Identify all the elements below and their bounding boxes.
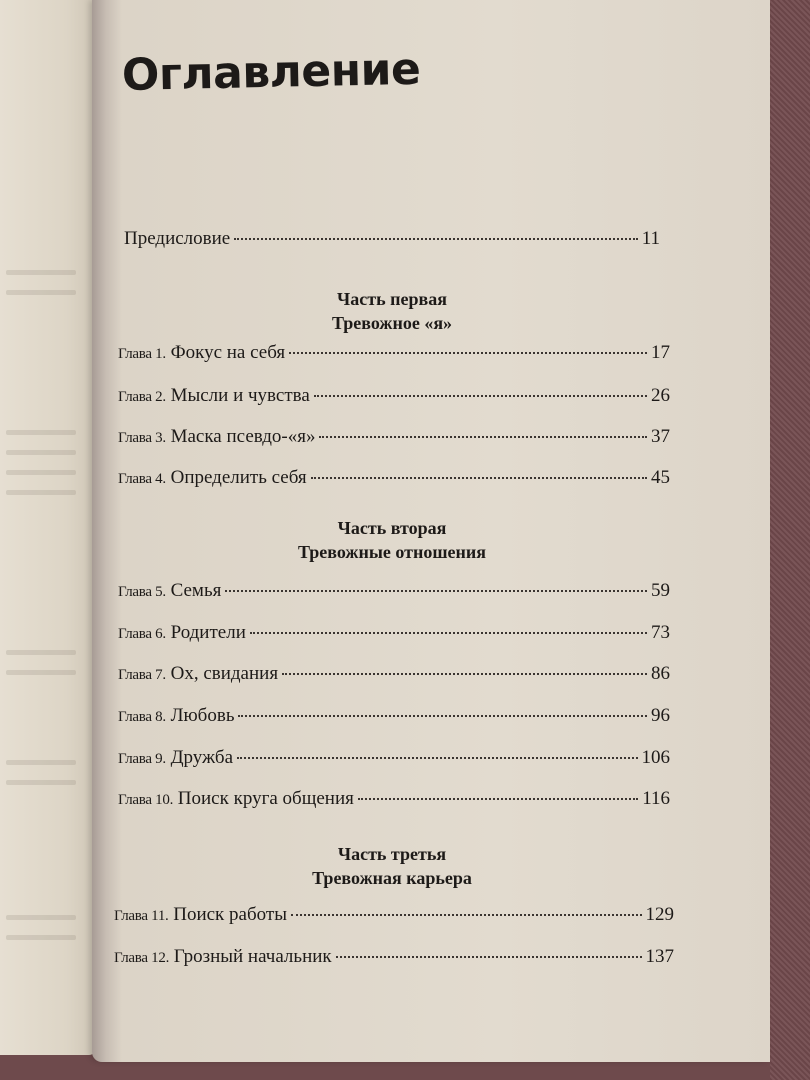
entry-label: Предисловие <box>124 228 231 249</box>
dot-leader <box>238 715 647 717</box>
toc-entry-chapter <box>118 663 670 685</box>
toc-entry-chapter <box>118 426 670 448</box>
chapter-prefix: Глава 4. <box>118 471 166 487</box>
chapter-prefix: Глава 1. <box>118 346 166 362</box>
bleed-through-text <box>6 490 76 495</box>
toc-entry-chapter <box>118 788 670 810</box>
dot-leader <box>289 352 647 354</box>
chapter-title: Фокус на себя <box>170 342 286 363</box>
toc-entry-chapter <box>118 467 670 489</box>
chapter-title: Любовь <box>170 705 235 726</box>
page-number: 106 <box>641 747 670 768</box>
chapter-prefix: Глава 9. <box>118 751 166 767</box>
bleed-through-text <box>6 430 76 435</box>
page-number: 17 <box>651 342 670 363</box>
chapter-prefix: Глава 2. <box>118 389 166 405</box>
page-number: 45 <box>651 467 670 488</box>
chapter-title: Маска псевдо-«я» <box>170 426 316 447</box>
dot-leader <box>358 798 638 800</box>
bleed-through-text <box>6 650 76 655</box>
page-number: 96 <box>651 705 670 726</box>
chapter-title: Мысли и чувства <box>170 385 310 406</box>
chapter-prefix: Глава 3. <box>118 430 166 446</box>
part-subtitle: Тревожное «я» <box>331 313 453 333</box>
toc-entry-chapter <box>118 385 670 407</box>
page-number: 11 <box>641 228 660 249</box>
part-subtitle: Тревожная карьера <box>312 868 472 888</box>
part-heading <box>92 842 770 890</box>
part-number: Часть первая <box>337 289 447 309</box>
toc-entry-chapter <box>114 946 674 968</box>
chapter-title: Дружба <box>170 747 234 768</box>
chapter-title: Семья <box>170 580 222 601</box>
table-of-contents <box>92 0 770 1062</box>
part-subtitle: Тревожные отношения <box>297 542 487 562</box>
chapter-title: Ох, свидания <box>170 663 279 684</box>
dot-leader <box>311 477 647 479</box>
chapter-title: Родители <box>170 622 246 643</box>
bleed-through-text <box>6 290 76 295</box>
page-number: 73 <box>651 622 670 643</box>
chapter-prefix: Глава 6. <box>118 626 166 642</box>
part-heading <box>92 516 770 564</box>
toc-entry-chapter <box>118 747 670 769</box>
page-number: 129 <box>645 904 674 925</box>
toc-entry-preface <box>124 228 660 250</box>
dot-leader <box>234 238 637 240</box>
dot-leader <box>319 436 647 438</box>
part-number: Часть вторая <box>337 518 447 538</box>
chapter-title: Поиск круга общения <box>177 788 354 809</box>
dot-leader <box>291 914 642 916</box>
bleed-through-text <box>6 450 76 455</box>
dot-leader <box>282 673 647 675</box>
previous-page-edge <box>0 0 95 1055</box>
chapter-prefix: Глава 5. <box>118 584 166 600</box>
page-title: Оглавление <box>121 43 421 101</box>
bleed-through-text <box>6 915 76 920</box>
chapter-title: Поиск работы <box>173 904 287 925</box>
toc-entry-chapter <box>118 342 670 364</box>
toc-entry-chapter <box>114 904 674 926</box>
toc-entry-chapter <box>118 705 670 727</box>
page-number: 37 <box>651 426 670 447</box>
bleed-through-text <box>6 935 76 940</box>
page-number: 137 <box>645 946 674 967</box>
chapter-prefix: Глава 7. <box>118 667 166 683</box>
bleed-through-text <box>6 470 76 475</box>
bleed-through-text <box>6 670 76 675</box>
dot-leader <box>237 757 637 759</box>
fabric-background <box>770 0 810 1080</box>
page-number: 59 <box>651 580 670 601</box>
chapter-prefix: Глава 12. <box>114 950 170 966</box>
part-heading <box>92 287 770 335</box>
chapter-prefix: Глава 8. <box>118 709 166 725</box>
toc-entry-chapter <box>118 622 670 644</box>
chapter-title: Грозный начальник <box>173 946 332 967</box>
bleed-through-text <box>6 270 76 275</box>
book-page <box>92 0 770 1062</box>
chapter-prefix: Глава 10. <box>118 792 174 808</box>
dot-leader <box>225 590 647 592</box>
toc-entry-chapter <box>118 580 670 602</box>
chapter-prefix: Глава 11. <box>114 908 169 924</box>
page-number: 86 <box>651 663 670 684</box>
dot-leader <box>336 956 642 958</box>
bleed-through-text <box>6 780 76 785</box>
page-number: 26 <box>651 385 670 406</box>
dot-leader <box>314 395 647 397</box>
dot-leader <box>250 632 647 634</box>
page-number: 116 <box>642 788 670 809</box>
chapter-title: Определить себя <box>170 467 307 488</box>
part-number: Часть третья <box>337 844 447 864</box>
bleed-through-text <box>6 760 76 765</box>
